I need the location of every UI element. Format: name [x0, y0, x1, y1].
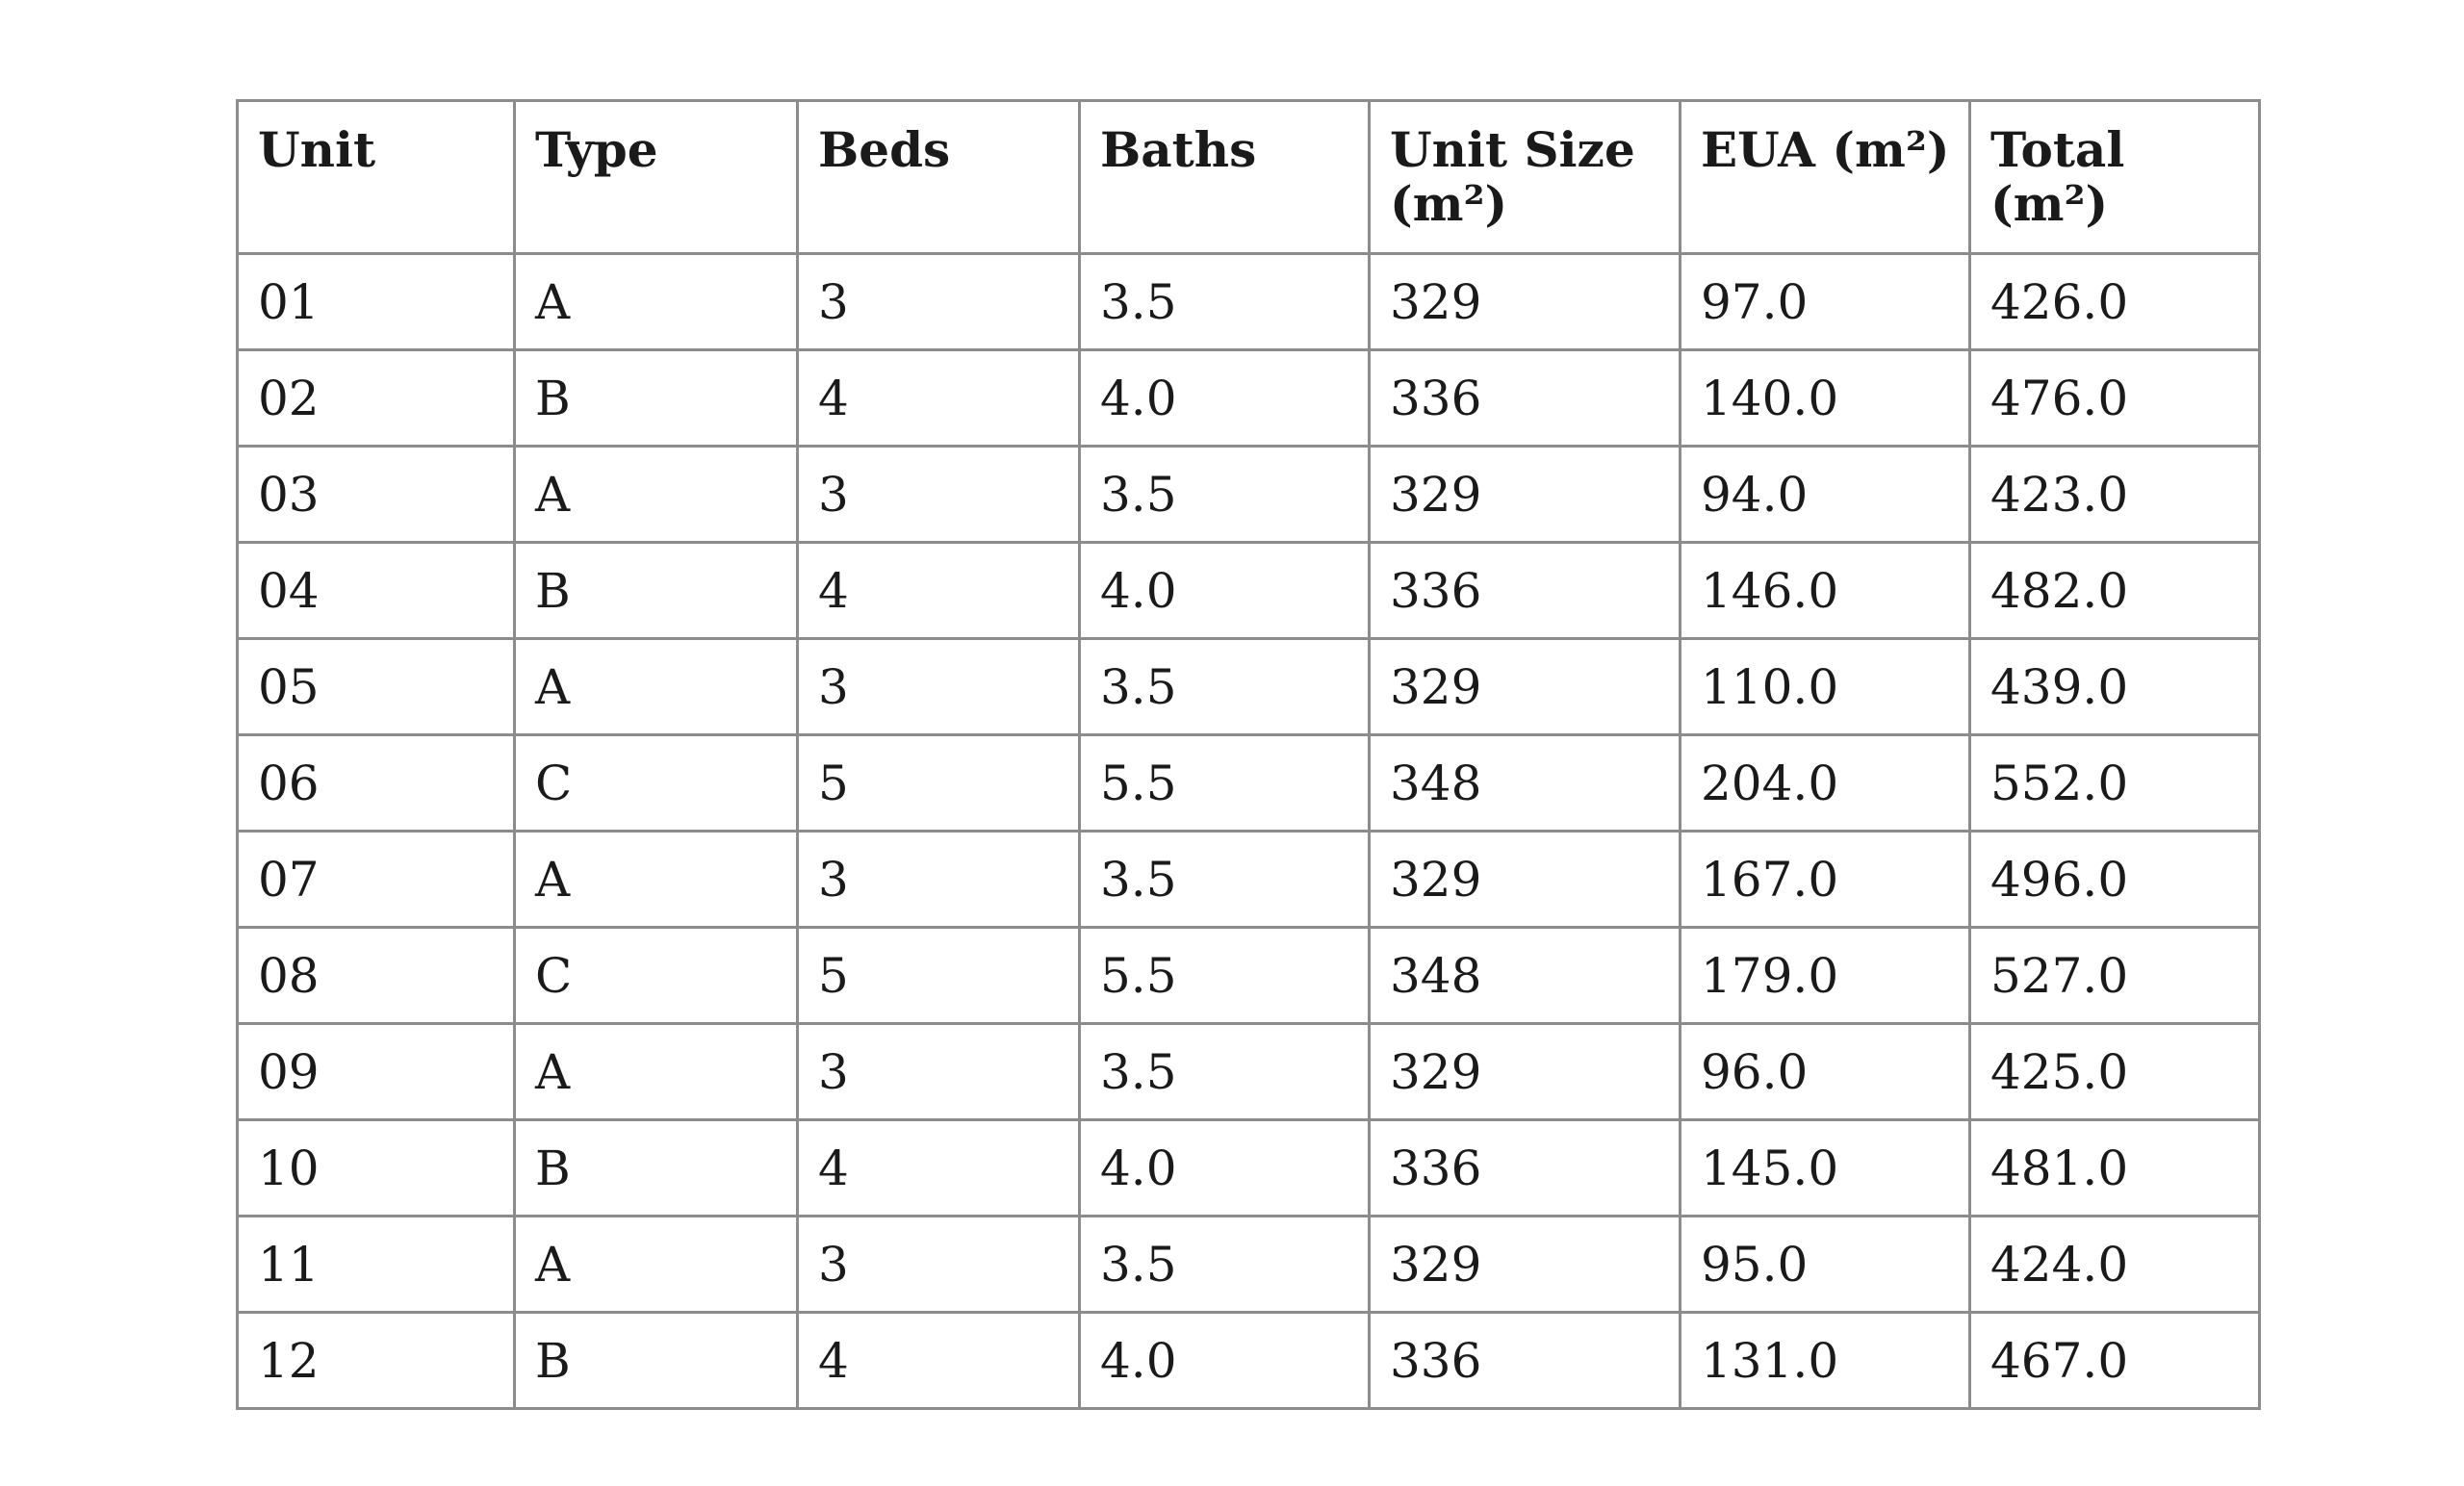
cell-unit: 07 [238, 832, 515, 928]
cell-total: 439.0 [1970, 639, 2260, 735]
cell-total: 476.0 [1970, 350, 2260, 447]
cell-type: B [515, 543, 798, 639]
header-total: Total (m²) [1970, 101, 2260, 254]
table-row [238, 1120, 2260, 1217]
cell-eua: 94.0 [1681, 447, 1970, 543]
table-row [238, 928, 2260, 1024]
cell-eua: 97.0 [1681, 254, 1970, 350]
table-row [238, 1217, 2260, 1313]
cell-beds: 4 [798, 1313, 1080, 1409]
table-row [238, 254, 2260, 350]
cell-unit: 06 [238, 735, 515, 832]
header-beds: Beds [798, 101, 1080, 254]
table-row [238, 639, 2260, 735]
table-row [238, 1313, 2260, 1409]
cell-total: 426.0 [1970, 254, 2260, 350]
cell-unit: 04 [238, 543, 515, 639]
cell-type: A [515, 254, 798, 350]
cell-baths: 4.0 [1080, 543, 1370, 639]
cell-total: 467.0 [1970, 1313, 2260, 1409]
header-unit: Unit [238, 101, 515, 254]
cell-eua: 167.0 [1681, 832, 1970, 928]
cell-eua: 179.0 [1681, 928, 1970, 1024]
cell-type: A [515, 447, 798, 543]
cell-total: 424.0 [1970, 1217, 2260, 1313]
cell-type: B [515, 1120, 798, 1217]
header-baths: Baths [1080, 101, 1370, 254]
cell-total: 496.0 [1970, 832, 2260, 928]
cell-unit: 01 [238, 254, 515, 350]
cell-beds: 3 [798, 639, 1080, 735]
cell-eua: 110.0 [1681, 639, 1970, 735]
table-row [238, 735, 2260, 832]
table-row [238, 832, 2260, 928]
cell-unit: 05 [238, 639, 515, 735]
cell-unit-size: 329 [1370, 639, 1681, 735]
cell-type: B [515, 350, 798, 447]
cell-type: A [515, 1024, 798, 1120]
cell-type: A [515, 639, 798, 735]
cell-eua: 204.0 [1681, 735, 1970, 832]
cell-unit-size: 329 [1370, 1217, 1681, 1313]
cell-beds: 5 [798, 928, 1080, 1024]
cell-eua: 96.0 [1681, 1024, 1970, 1120]
cell-unit-size: 329 [1370, 254, 1681, 350]
cell-type: B [515, 1313, 798, 1409]
cell-beds: 4 [798, 1120, 1080, 1217]
cell-unit-size: 329 [1370, 832, 1681, 928]
cell-unit-size: 329 [1370, 1024, 1681, 1120]
cell-eua: 146.0 [1681, 543, 1970, 639]
cell-baths: 4.0 [1080, 1313, 1370, 1409]
table-row [238, 1024, 2260, 1120]
cell-total: 481.0 [1970, 1120, 2260, 1217]
cell-unit-size: 348 [1370, 928, 1681, 1024]
cell-unit: 02 [238, 350, 515, 447]
cell-beds: 3 [798, 1024, 1080, 1120]
cell-type: A [515, 1217, 798, 1313]
cell-unit-size: 336 [1370, 1120, 1681, 1217]
cell-eua: 95.0 [1681, 1217, 1970, 1313]
table-row [238, 543, 2260, 639]
cell-total: 552.0 [1970, 735, 2260, 832]
cell-baths: 4.0 [1080, 350, 1370, 447]
cell-total: 425.0 [1970, 1024, 2260, 1120]
cell-type: A [515, 832, 798, 928]
cell-baths: 3.5 [1080, 447, 1370, 543]
cell-baths: 3.5 [1080, 1217, 1370, 1313]
cell-baths: 3.5 [1080, 639, 1370, 735]
cell-beds: 3 [798, 1217, 1080, 1313]
cell-total: 527.0 [1970, 928, 2260, 1024]
header-eua: EUA (m²) [1681, 101, 1970, 254]
header-type: Type [515, 101, 798, 254]
cell-unit-size: 329 [1370, 447, 1681, 543]
cell-type: C [515, 928, 798, 1024]
cell-eua: 131.0 [1681, 1313, 1970, 1409]
cell-baths: 3.5 [1080, 1024, 1370, 1120]
cell-unit-size: 336 [1370, 543, 1681, 639]
cell-eua: 145.0 [1681, 1120, 1970, 1217]
table-header [238, 101, 2260, 254]
cell-baths: 3.5 [1080, 254, 1370, 350]
cell-eua: 140.0 [1681, 350, 1970, 447]
cell-beds: 3 [798, 447, 1080, 543]
cell-unit-size: 348 [1370, 735, 1681, 832]
cell-unit-size: 336 [1370, 350, 1681, 447]
cell-unit: 10 [238, 1120, 515, 1217]
cell-unit: 11 [238, 1217, 515, 1313]
cell-beds: 3 [798, 254, 1080, 350]
cell-unit: 08 [238, 928, 515, 1024]
cell-baths: 3.5 [1080, 832, 1370, 928]
cell-total: 482.0 [1970, 543, 2260, 639]
cell-unit-size: 336 [1370, 1313, 1681, 1409]
cell-beds: 3 [798, 832, 1080, 928]
table-body [238, 254, 2260, 1409]
cell-baths: 4.0 [1080, 1120, 1370, 1217]
table-row [238, 447, 2260, 543]
cell-total: 423.0 [1970, 447, 2260, 543]
cell-type: C [515, 735, 798, 832]
cell-unit: 09 [238, 1024, 515, 1120]
cell-unit: 12 [238, 1313, 515, 1409]
table-row [238, 350, 2260, 447]
cell-baths: 5.5 [1080, 735, 1370, 832]
cell-unit: 03 [238, 447, 515, 543]
header-unit-size: Unit Size (m²) [1370, 101, 1681, 254]
cell-beds: 5 [798, 735, 1080, 832]
unit-schedule-table [236, 99, 2261, 1410]
cell-beds: 4 [798, 350, 1080, 447]
cell-baths: 5.5 [1080, 928, 1370, 1024]
header-row [238, 101, 2260, 254]
cell-beds: 4 [798, 543, 1080, 639]
